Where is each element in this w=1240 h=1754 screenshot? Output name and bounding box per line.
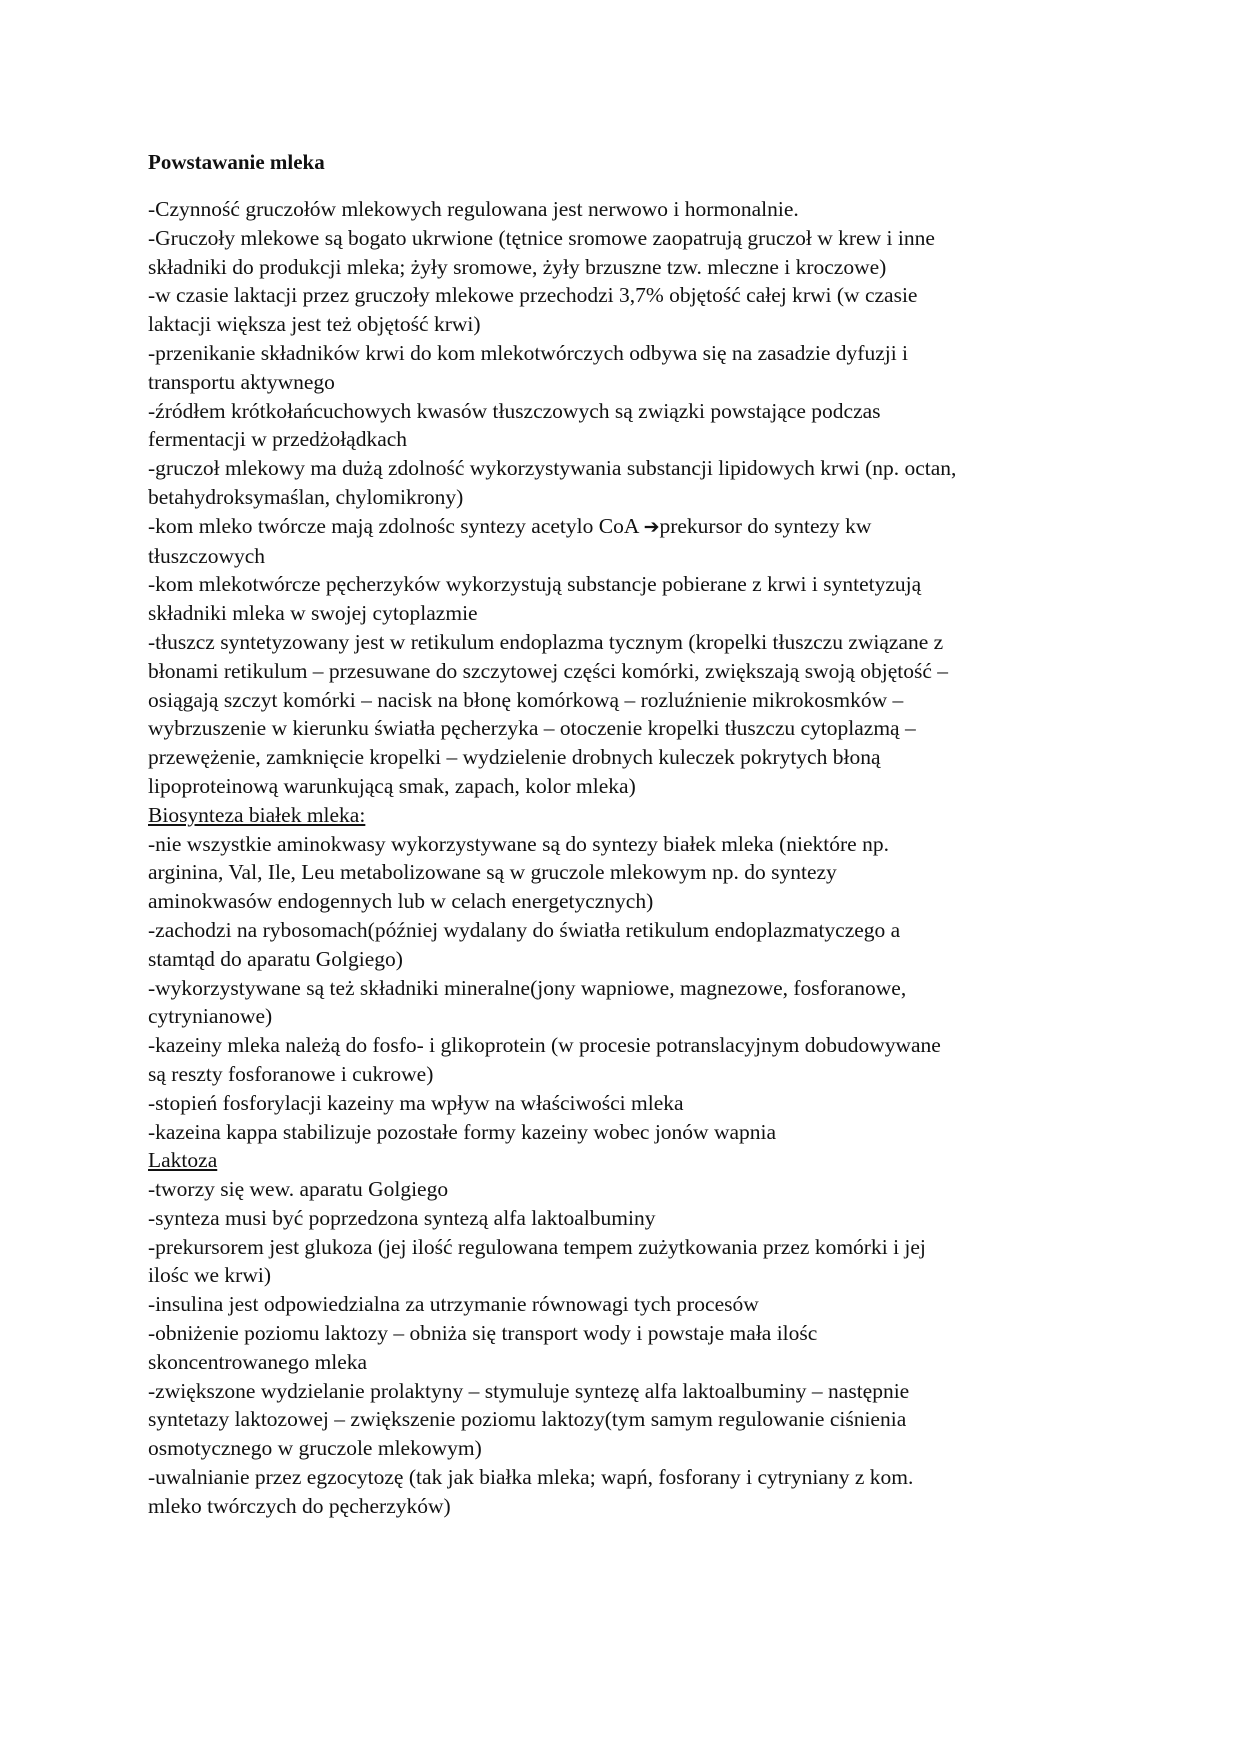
text-line <box>148 1175 1098 1204</box>
text-line <box>148 686 1098 715</box>
text-line <box>148 281 1098 310</box>
text-line <box>148 425 1098 454</box>
line-text-after: prekursor do syntezy kw <box>659 513 872 538</box>
line-text: -gruczoł mlekowy ma dużą zdolność wykorzystywania substancji lipidowych krwi (np. octan, <box>148 456 957 481</box>
line-text: aminokwasów endogennych lub w celach energetycznych) <box>148 889 654 914</box>
line-text: osiągają szczyt komórki – nacisk na błonę komórkową – rozluźnienie mikrokosmków – <box>148 687 904 712</box>
text-line <box>148 339 1098 368</box>
line-text: tłuszczowych <box>148 543 266 568</box>
text-line <box>148 1204 1098 1233</box>
text-line <box>148 628 1098 657</box>
line-text: syntetazy laktozowej – zwiększenie poziomu laktozy(tym samym regulowanie ciśnienia <box>148 1407 907 1432</box>
line-text: -Czynność gruczołów mlekowych regulowana jest nerwowo i hormonalnie. <box>148 197 799 221</box>
text-line <box>148 1290 1098 1319</box>
line-text: lipoproteinową warunkującą smak, zapach, kolor mleka) <box>148 773 636 798</box>
text-line <box>148 483 1098 512</box>
text-line <box>148 1405 1098 1434</box>
text-line <box>148 1261 1098 1290</box>
text-line <box>148 1031 1098 1060</box>
line-text: -w czasie laktacji przez gruczoły mlekowe przechodzi 3,7% objętość całej krwi (w czasie <box>148 283 918 308</box>
text-line <box>148 195 1098 224</box>
text-line <box>148 974 1098 1003</box>
line-text: laktacji większa jest też objętość krwi) <box>148 312 481 337</box>
text-line <box>148 1463 1098 1492</box>
text-line <box>148 1377 1098 1406</box>
text-line <box>148 887 1098 916</box>
text-line <box>148 1492 1098 1521</box>
line-text: -insulina jest odpowiedzialna za utrzymanie równowagi tych procesów <box>148 1292 759 1317</box>
text-line <box>148 657 1098 686</box>
text-line <box>148 542 1098 571</box>
text-line <box>148 570 1098 599</box>
line-text: Laktoza <box>148 1148 218 1173</box>
text-line <box>148 945 1098 974</box>
line-text: -tworzy się wew. aparatu Golgiego <box>148 1177 449 1202</box>
line-text: składniki mleka w swojej cytoplazmie <box>148 601 478 626</box>
line-text: -stopień fosforylacji kazeiny ma wpływ na właściwości mleka <box>148 1090 684 1115</box>
line-text: -przenikanie składników krwi do kom mlekotwórczych odbywa się na zasadzie dyfuzji i <box>148 340 909 365</box>
line-text: stamtąd do aparatu Golgiego) <box>148 946 403 971</box>
line-text: osmotycznego w gruczole mlekowym) <box>148 1436 482 1461</box>
line-text: -tłuszcz syntetyzowany jest w retikulum endoplazma tycznym (kropelki tłuszczu związane z <box>148 629 944 654</box>
text-line <box>148 916 1098 945</box>
text-line <box>148 512 1098 542</box>
text-line <box>148 1002 1098 1031</box>
line-text: betahydroksymaślan, chylomikrony) <box>148 484 464 509</box>
line-text: -prekursorem jest glukoza (jej ilość regulowana tempem zużytkowania przez komórki i jej <box>148 1234 926 1259</box>
text-line <box>148 310 1098 339</box>
arrow-right-icon: ➔ <box>643 515 660 538</box>
line-text: składniki do produkcji mleka; żyły sromowe, żyły brzuszne tzw. mleczne i kroczowe) <box>148 254 887 279</box>
line-text: -obniżenie poziomu laktozy – obniża się transport wody i powstaje mała ilośc <box>148 1321 818 1346</box>
text-line <box>148 1319 1098 1348</box>
text-line <box>148 397 1098 426</box>
line-text: arginina, Val, Ile, Leu metabolizowane są w gruczole mlekowym np. do syntezy <box>148 860 837 885</box>
line-text: wybrzuszenie w kierunku światła pęcherzyka – otoczenie kropelki tłuszczu cytoplazmą – <box>148 716 916 741</box>
line-text: -uwalnianie przez egzocytozę (tak jak białka mleka; wapń, fosforany i cytryniany z kom. <box>148 1465 914 1490</box>
text-line <box>148 1060 1098 1089</box>
text-line <box>148 1089 1098 1118</box>
text-line <box>148 772 1098 801</box>
document-title: Powstawanie mleka <box>148 150 325 174</box>
line-text: skoncentrowanego mleka <box>148 1349 368 1374</box>
text-line <box>148 714 1098 743</box>
section-heading <box>148 801 1098 830</box>
line-text: -wykorzystywane są też składniki mineralne(jony wapniowe, magnezowe, fosforanowe, <box>148 975 907 1000</box>
line-text: fermentacji w przedżołądkach <box>148 427 408 452</box>
line-text: ilośc we krwi) <box>148 1263 271 1288</box>
line-text: -nie wszystkie aminokwasy wykorzystywane są do syntezy białek mleka (niektóre np. <box>148 831 889 856</box>
line-text: błonami retikulum – przesuwane do szczytowej części komórki, zwiększają swoją objętość – <box>148 658 949 683</box>
text-line <box>148 599 1098 628</box>
section-heading <box>148 1146 1098 1175</box>
line-text: -synteza musi być poprzedzona syntezą alfa laktoalbuminy <box>148 1205 656 1230</box>
line-text: mleko twórczych do pęcherzyków) <box>148 1493 451 1518</box>
line-text: -Gruczoły mlekowe są bogato ukrwione (tętnice sromowe zaopatrują gruczoł w krew i inne <box>148 225 935 250</box>
line-text: transportu aktywnego <box>148 369 335 394</box>
line-text: -kazeiny mleka należą do fosfo- i glikoprotein (w procesie potranslacyjnym dobudowywane <box>148 1033 941 1058</box>
text-line <box>148 454 1098 483</box>
line-text: Biosynteza białek mleka: <box>148 802 366 827</box>
line-text: cytrynianowe) <box>148 1004 273 1029</box>
line-text: -kazeina kappa stabilizuje pozostałe formy kazeiny wobec jonów wapnia <box>148 1119 777 1144</box>
text-line <box>148 224 1098 253</box>
text-line <box>148 368 1098 397</box>
text-line <box>148 743 1098 772</box>
line-text: -zachodzi na rybosomach(później wydalany do światła retikulum endoplazmatyczego a <box>148 917 901 942</box>
document-page <box>148 148 1098 1521</box>
line-text: -kom mleko twórcze mają zdolnośc syntezy acetylo CoA <box>148 513 644 538</box>
text-line <box>148 253 1098 282</box>
line-text: -źródłem krótkołańcuchowych kwasów tłuszczowych są związki powstające podczas <box>148 398 881 423</box>
line-text: są reszty fosforanowe i cukrowe) <box>148 1061 434 1086</box>
text-line <box>148 1348 1098 1377</box>
text-line <box>148 858 1098 887</box>
line-text: przewężenie, zamknięcie kropelki – wydzielenie drobnych kuleczek pokrytych błoną <box>148 745 881 770</box>
line-text: -kom mlekotwórcze pęcherzyków wykorzystują substancje pobierane z krwi i syntetyzują <box>148 572 922 597</box>
text-line <box>148 830 1098 859</box>
text-line <box>148 1118 1098 1147</box>
text-line <box>148 1434 1098 1463</box>
document-body <box>148 195 1098 1521</box>
line-text: -zwiększone wydzielanie prolaktyny – stymuluje syntezę alfa laktoalbuminy – następnie <box>148 1378 910 1403</box>
text-line <box>148 1233 1098 1262</box>
